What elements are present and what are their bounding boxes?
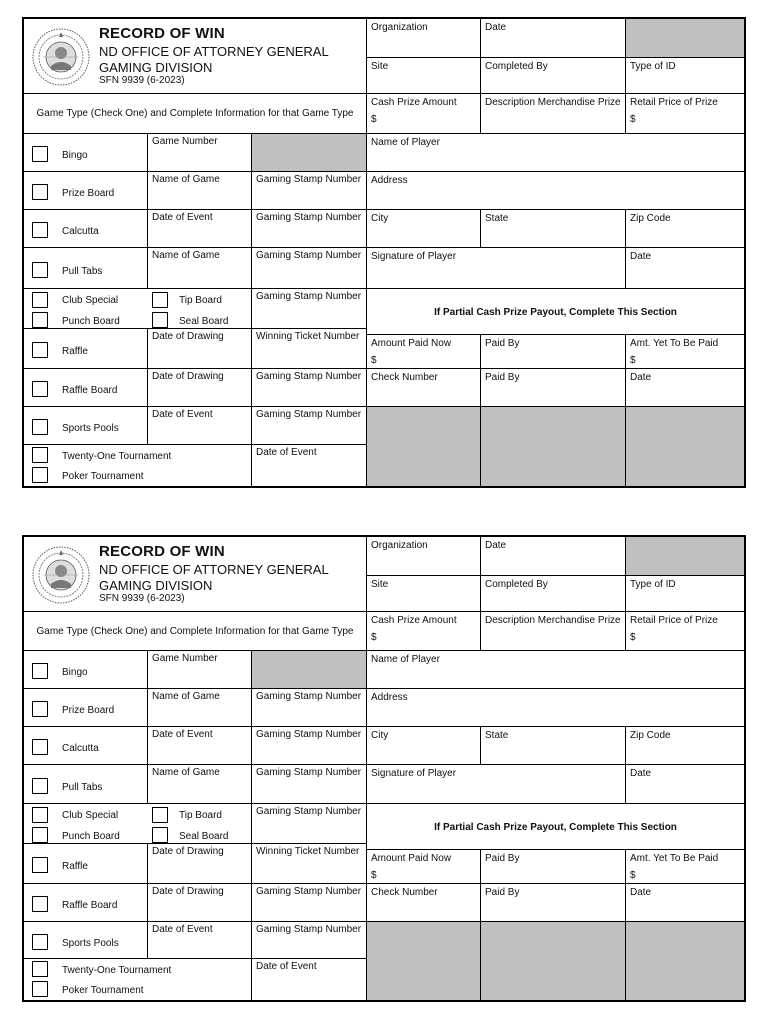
amount-yet-to-be-paid-field-label: Amt. Yet To Be Paid [630, 853, 719, 864]
shaded-cell [625, 406, 744, 486]
name-of-player-field[interactable] [366, 650, 744, 688]
date-field[interactable] [480, 19, 625, 57]
type-of-id-field-label: Type of ID [630, 61, 676, 72]
name-of-player-field[interactable] [366, 133, 744, 171]
pull_tabs-field-1[interactable] [147, 247, 251, 288]
checkbox-poker[interactable] [32, 467, 48, 483]
checkbox-seal_board[interactable] [152, 827, 168, 843]
bingo-field-1[interactable] [147, 650, 251, 688]
checkbox-twenty_one[interactable] [32, 447, 48, 463]
game-row-raffle_board [24, 883, 147, 921]
game-row-calcutta [24, 726, 147, 764]
game-type-heading: Game Type (Check One) and Complete Information for that Game Type [36, 108, 354, 119]
calcutta-field-1[interactable] [147, 726, 251, 764]
date-field-label: Date [485, 540, 507, 551]
amount-paid-now-field-label: Amount Paid Now [371, 338, 452, 349]
tip_board-label: Tip Board [179, 295, 222, 306]
raffle_board-field-1-label: Date of Drawing [152, 886, 224, 897]
signature-date-field-label: Date [630, 768, 652, 779]
division-name: GAMING DIVISION [99, 60, 213, 75]
game-row-sports_pools [24, 921, 147, 958]
game-type-heading: Game Type (Check One) and Complete Information for that Game Type [36, 626, 354, 637]
game-row-club-punch [24, 288, 251, 328]
raffle_board-label: Raffle Board [62, 385, 118, 396]
office-name: ND OFFICE OF ATTORNEY GENERAL [99, 562, 329, 577]
paid-by-2-field[interactable] [480, 883, 625, 921]
description-merchandise-field-label: Description Merchandise Prize [485, 97, 621, 108]
raffle_board-field-2[interactable] [251, 883, 366, 921]
sports_pools-field-1[interactable] [147, 406, 251, 444]
bingo-field-1-label: Game Number [152, 136, 218, 147]
cash-prize-amount-field-label: Cash Prize Amount [371, 97, 457, 108]
description-merchandise-field-label: Description Merchandise Prize [485, 615, 621, 626]
pull_tabs-field-1-label: Name of Game [152, 250, 220, 261]
raffle_board-field-1[interactable] [147, 883, 251, 921]
cash-prize-amount-field-label: Cash Prize Amount [371, 615, 457, 626]
state-seal-icon [31, 24, 91, 90]
calcutta-field-2-label: Gaming Stamp Number [256, 729, 362, 740]
city-field[interactable] [366, 209, 480, 247]
pull_tabs-field-2-label: Gaming Stamp Number [256, 767, 362, 778]
game-row-sports_pools [24, 406, 147, 444]
date-2-field-label: Date [630, 887, 652, 898]
state-field-label: State [485, 730, 509, 741]
city-field[interactable] [366, 726, 480, 764]
signature-field[interactable] [366, 764, 625, 803]
name-of-player-field-label: Name of Player [371, 137, 440, 148]
checkbox-calcutta[interactable] [32, 222, 48, 238]
amount-paid-now-field-label: Amount Paid Now [371, 853, 452, 864]
raffle-field-1[interactable] [147, 328, 251, 368]
checkbox-raffle[interactable] [32, 342, 48, 358]
amount-paid-now-field-dollar: $ [371, 870, 377, 881]
address-field-label: Address [371, 692, 408, 703]
club-field-2[interactable] [251, 288, 366, 328]
calcutta-field-2[interactable] [251, 209, 366, 247]
tournament-field-2[interactable] [251, 444, 366, 486]
description-merchandise-field[interactable] [480, 611, 625, 650]
club_special-label: Club Special [62, 810, 119, 821]
retail-price-field[interactable] [625, 611, 744, 650]
amount-yet-to-be-paid-field-label: Amt. Yet To Be Paid [630, 338, 719, 349]
calcutta-field-2-label: Gaming Stamp Number [256, 212, 362, 223]
game-row-pull_tabs [24, 764, 147, 803]
date-field[interactable] [480, 537, 625, 575]
form-title: RECORD OF WIN [99, 543, 225, 560]
record-of-win-form-1 [22, 17, 746, 488]
calcutta-field-2[interactable] [251, 726, 366, 764]
zip-code-field-label: Zip Code [630, 213, 671, 224]
form-header [24, 19, 366, 93]
state-field[interactable] [480, 726, 625, 764]
check-number-field[interactable] [366, 883, 480, 921]
raffle_board-label: Raffle Board [62, 900, 118, 911]
club_special-label: Club Special [62, 295, 119, 306]
amount-paid-now-field[interactable] [366, 849, 480, 883]
raffle-field-1-label: Date of Drawing [152, 331, 224, 342]
raffle-field-2[interactable] [251, 328, 366, 368]
checkbox-punch_board[interactable] [32, 312, 48, 328]
prize_board-field-1-label: Name of Game [152, 174, 220, 185]
raffle-field-2-label: Winning Ticket Number [256, 846, 360, 857]
completed-by-field[interactable] [480, 57, 625, 93]
address-field[interactable] [366, 688, 744, 726]
state-field[interactable] [480, 209, 625, 247]
division-name: GAMING DIVISION [99, 578, 213, 593]
calcutta-field-1-label: Date of Event [152, 212, 213, 223]
checkbox-bingo[interactable] [32, 663, 48, 679]
name-of-player-field-label: Name of Player [371, 654, 440, 665]
checkbox-seal_board[interactable] [152, 312, 168, 328]
game-row-bingo [24, 650, 147, 688]
state-seal-icon [31, 542, 91, 608]
raffle-field-2-label: Winning Ticket Number [256, 331, 360, 342]
checkbox-punch_board[interactable] [32, 827, 48, 843]
retail-price-field-label: Retail Price of Prize [630, 97, 718, 108]
calcutta-field-1-label: Date of Event [152, 729, 213, 740]
prize_board-label: Prize Board [62, 188, 115, 199]
raffle_board-field-2-label: Gaming Stamp Number [256, 886, 362, 897]
paid-by-2-field[interactable] [480, 368, 625, 406]
retail-price-field[interactable] [625, 93, 744, 133]
prize_board-label: Prize Board [62, 705, 115, 716]
checkbox-sports_pools[interactable] [32, 934, 48, 950]
cash-prize-amount-field-dollar: $ [371, 114, 377, 125]
type-of-id-field[interactable] [625, 57, 744, 93]
prize_board-field-1[interactable] [147, 171, 251, 209]
organization-field-label: Organization [371, 22, 428, 33]
checkbox-calcutta[interactable] [32, 739, 48, 755]
punch_board-label: Punch Board [62, 316, 120, 327]
pull_tabs-field-2[interactable] [251, 247, 366, 288]
game-row-tournament [24, 958, 251, 1000]
game-row-club-punch [24, 803, 251, 843]
poker-label: Poker Tournament [62, 985, 144, 996]
site-field-label: Site [371, 579, 389, 590]
checkbox-poker[interactable] [32, 981, 48, 997]
bingo-field-1[interactable] [147, 133, 251, 171]
shaded-cell [366, 406, 480, 486]
game-row-raffle [24, 843, 147, 883]
prize_board-field-2[interactable] [251, 171, 366, 209]
game-type-heading-cell [24, 93, 366, 133]
amount-yet-to-be-paid-field-dollar: $ [630, 870, 636, 881]
checkbox-raffle_board[interactable] [32, 896, 48, 912]
game-row-pull_tabs [24, 247, 147, 288]
bingo-label: Bingo [62, 150, 88, 161]
sports_pools-label: Sports Pools [62, 938, 119, 949]
prize_board-field-2-label: Gaming Stamp Number [256, 691, 362, 702]
signature-date-field-label: Date [630, 251, 652, 262]
checkbox-pull_tabs[interactable] [32, 262, 48, 278]
paid-by-2-field-label: Paid By [485, 372, 520, 383]
amount-yet-to-be-paid-field[interactable] [625, 334, 744, 368]
amount-paid-now-field[interactable] [366, 334, 480, 368]
sports_pools-field-2-label: Gaming Stamp Number [256, 924, 362, 935]
game-row-raffle_board [24, 368, 147, 406]
checkbox-tip_board[interactable] [152, 292, 168, 308]
partial-payout-heading: If Partial Cash Prize Payout, Complete This Section [434, 822, 677, 833]
tip_board-label: Tip Board [179, 810, 222, 821]
organization-field[interactable] [366, 537, 480, 575]
tournament-field-2-label: Date of Event [256, 447, 317, 458]
pull_tabs-field-2-label: Gaming Stamp Number [256, 250, 362, 261]
description-merchandise-field[interactable] [480, 93, 625, 133]
bingo-field-2 [251, 133, 366, 171]
calcutta-label: Calcutta [62, 226, 99, 237]
seal_board-label: Seal Board [179, 316, 229, 327]
site-field[interactable] [366, 57, 480, 93]
zip-code-field[interactable] [625, 209, 744, 247]
city-field-label: City [371, 213, 389, 224]
signature-field-label: Signature of Player [371, 251, 457, 262]
paid-by-field[interactable] [480, 334, 625, 368]
checkbox-tip_board[interactable] [152, 807, 168, 823]
shaded-cell [625, 537, 744, 575]
game-row-tournament [24, 444, 251, 486]
raffle_board-field-1[interactable] [147, 368, 251, 406]
address-field[interactable] [366, 171, 744, 209]
completed-by-field-label: Completed By [485, 61, 548, 72]
checkbox-twenty_one[interactable] [32, 961, 48, 977]
city-field-label: City [371, 730, 389, 741]
signature-date-field[interactable] [625, 247, 744, 288]
pull_tabs-label: Pull Tabs [62, 266, 103, 277]
sports_pools-field-1-label: Date of Event [152, 409, 213, 420]
sports_pools-field-2-label: Gaming Stamp Number [256, 409, 362, 420]
bingo-field-1-label: Game Number [152, 653, 218, 664]
raffle-label: Raffle [62, 346, 88, 357]
checkbox-prize_board[interactable] [32, 701, 48, 717]
checkbox-club_special[interactable] [32, 292, 48, 308]
date-2-field[interactable] [625, 883, 744, 921]
checkbox-raffle_board[interactable] [32, 381, 48, 397]
record-of-win-form-2 [22, 535, 746, 1002]
organization-field[interactable] [366, 19, 480, 57]
club-field-2[interactable] [251, 803, 366, 843]
form-number: SFN 9939 (6-2023) [99, 593, 185, 604]
raffle-field-2[interactable] [251, 843, 366, 883]
shaded-cell [480, 406, 625, 486]
checkbox-sports_pools[interactable] [32, 419, 48, 435]
partial-payout-heading-cell [366, 803, 744, 849]
date-field-label: Date [485, 22, 507, 33]
paid-by-field-label: Paid By [485, 853, 520, 864]
paid-by-field-label: Paid By [485, 338, 520, 349]
shaded-cell [625, 921, 744, 1000]
prize_board-field-1[interactable] [147, 688, 251, 726]
pull_tabs-field-2[interactable] [251, 764, 366, 803]
form-number: SFN 9939 (6-2023) [99, 75, 185, 86]
sports_pools-field-2[interactable] [251, 406, 366, 444]
check-number-field-label: Check Number [371, 887, 438, 898]
site-field-label: Site [371, 61, 389, 72]
type-of-id-field[interactable] [625, 575, 744, 611]
check-number-field[interactable] [366, 368, 480, 406]
paid-by-field[interactable] [480, 849, 625, 883]
completed-by-field[interactable] [480, 575, 625, 611]
pull_tabs-field-1-label: Name of Game [152, 767, 220, 778]
retail-price-field-label: Retail Price of Prize [630, 615, 718, 626]
cash-prize-amount-field[interactable] [366, 611, 480, 650]
club-field-2-label: Gaming Stamp Number [256, 806, 362, 817]
partial-payout-heading-cell [366, 288, 744, 334]
sports_pools-field-1-label: Date of Event [152, 924, 213, 935]
amount-yet-to-be-paid-field-dollar: $ [630, 355, 636, 366]
raffle_board-field-2[interactable] [251, 368, 366, 406]
seal_board-label: Seal Board [179, 831, 229, 842]
game-type-heading-cell [24, 611, 366, 650]
game-row-raffle [24, 328, 147, 368]
calcutta-label: Calcutta [62, 743, 99, 754]
state-field-label: State [485, 213, 509, 224]
punch_board-label: Punch Board [62, 831, 120, 842]
pull_tabs-label: Pull Tabs [62, 782, 103, 793]
checkbox-bingo[interactable] [32, 146, 48, 162]
shaded-cell [480, 921, 625, 1000]
raffle-label: Raffle [62, 861, 88, 872]
shaded-cell [366, 921, 480, 1000]
form-header [24, 537, 366, 611]
twenty_one-label: Twenty-One Tournament [62, 965, 172, 976]
twenty_one-label: Twenty-One Tournament [62, 451, 172, 462]
pull_tabs-field-1[interactable] [147, 764, 251, 803]
game-row-bingo [24, 133, 147, 171]
sports_pools-field-2[interactable] [251, 921, 366, 958]
raffle-field-1[interactable] [147, 843, 251, 883]
retail-price-field-dollar: $ [630, 114, 636, 125]
shaded-cell [625, 19, 744, 57]
address-field-label: Address [371, 175, 408, 186]
calcutta-field-1[interactable] [147, 209, 251, 247]
game-row-calcutta [24, 209, 147, 247]
game-row-prize_board [24, 171, 147, 209]
prize_board-field-2-label: Gaming Stamp Number [256, 174, 362, 185]
organization-field-label: Organization [371, 540, 428, 551]
amount-paid-now-field-dollar: $ [371, 355, 377, 366]
prize_board-field-1-label: Name of Game [152, 691, 220, 702]
paid-by-2-field-label: Paid By [485, 887, 520, 898]
poker-label: Poker Tournament [62, 471, 144, 482]
game-row-prize_board [24, 688, 147, 726]
raffle_board-field-2-label: Gaming Stamp Number [256, 371, 362, 382]
prize_board-field-2[interactable] [251, 688, 366, 726]
amount-yet-to-be-paid-field[interactable] [625, 849, 744, 883]
signature-field-label: Signature of Player [371, 768, 457, 779]
completed-by-field-label: Completed By [485, 579, 548, 590]
date-2-field[interactable] [625, 368, 744, 406]
check-number-field-label: Check Number [371, 372, 438, 383]
tournament-field-2[interactable] [251, 958, 366, 1000]
checkbox-pull_tabs[interactable] [32, 778, 48, 794]
raffle_board-field-1-label: Date of Drawing [152, 371, 224, 382]
cash-prize-amount-field[interactable] [366, 93, 480, 133]
cash-prize-amount-field-dollar: $ [371, 632, 377, 643]
zip-code-field-label: Zip Code [630, 730, 671, 741]
site-field[interactable] [366, 575, 480, 611]
partial-payout-heading: If Partial Cash Prize Payout, Complete This Section [434, 307, 677, 318]
sports_pools-field-1[interactable] [147, 921, 251, 958]
raffle-field-1-label: Date of Drawing [152, 846, 224, 857]
signature-date-field[interactable] [625, 764, 744, 803]
retail-price-field-dollar: $ [630, 632, 636, 643]
form-title: RECORD OF WIN [99, 25, 225, 42]
zip-code-field[interactable] [625, 726, 744, 764]
club-field-2-label: Gaming Stamp Number [256, 291, 362, 302]
date-2-field-label: Date [630, 372, 652, 383]
sports_pools-label: Sports Pools [62, 423, 119, 434]
checkbox-club_special[interactable] [32, 807, 48, 823]
checkbox-prize_board[interactable] [32, 184, 48, 200]
bingo-label: Bingo [62, 667, 88, 678]
signature-field[interactable] [366, 247, 625, 288]
tournament-field-2-label: Date of Event [256, 961, 317, 972]
bingo-field-2 [251, 650, 366, 688]
type-of-id-field-label: Type of ID [630, 579, 676, 590]
checkbox-raffle[interactable] [32, 857, 48, 873]
office-name: ND OFFICE OF ATTORNEY GENERAL [99, 44, 329, 59]
